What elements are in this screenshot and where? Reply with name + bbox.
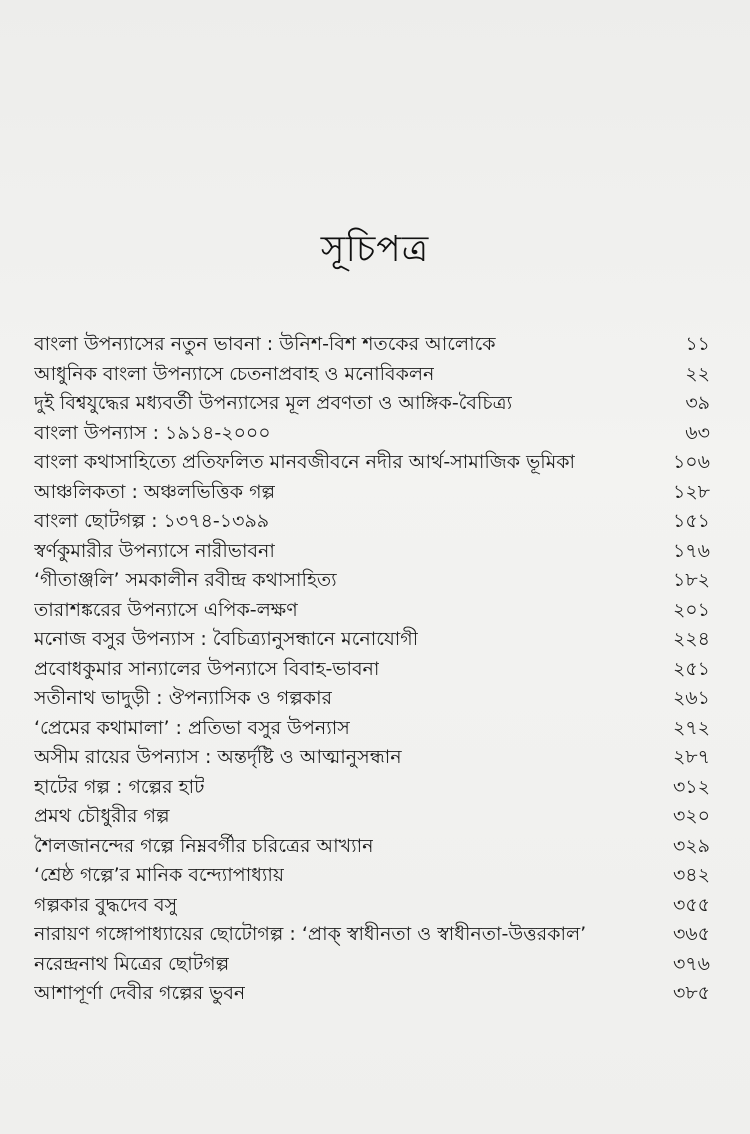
toc-entry-title: শৈলজানন্দের গল্পে নিম্নবর্গীর চরিত্রের আখ্যান [34,834,374,857]
toc-entry-title: ‘গীতাঞ্জলি’ সমকালীন রবীন্দ্র কথাসাহিত্য [34,569,337,591]
toc-entry-title: বাংলা কথাসাহিত্যে প্রতিফলিত মানবজীবনে নদীর আর্থ-সামাজিক ভূমিকা [34,451,576,473]
toc-entry-page: ১১ [685,333,710,355]
toc-entry [34,389,710,419]
toc-entry [34,507,710,537]
toc-entry-title: ‘শ্রেষ্ঠ গল্পে’র মানিক বন্দ্যোপাধ্যায় [34,864,285,886]
toc-entry-page: ১৫১ [673,510,710,532]
toc-entry [34,920,710,950]
toc-entry-page: ৩৬৫ [672,923,710,945]
toc-entry [34,655,710,685]
toc-entry-title: দুই বিশ্বযুদ্ধের মধ্যবর্তী উপন্যাসের মূল প্রবণতা ও আঙ্গিক-বৈচিত্র্য [34,392,513,414]
toc-entry [34,861,710,891]
toc-entry-page: ২২ [685,362,710,385]
toc-entry-page: ৩২৯ [672,834,710,857]
toc-entry-title: অসীম রায়ের উপন্যাস : অন্তর্দৃষ্টি ও আত্মানুসন্ধান [34,746,402,768]
toc-entry [34,714,710,744]
toc-entry [34,330,710,360]
toc-entry-page: ৩২০ [672,805,710,827]
toc-entry-page: ২৮৭ [672,746,710,768]
toc-entry [34,537,710,567]
toc-entry-title: আধুনিক বাংলা উপন্যাসে চেতনাপ্রবাহ ও মনোবিকলন [34,362,435,385]
toc-entry [34,419,710,449]
toc-entry [34,478,710,508]
toc-entry [34,743,710,773]
toc-entry-title: নারায়ণ গঙ্গোপাধ্যায়ের ছোটোগল্প : ‘প্রাক্ স্বাধীনতা ও স্বাধীনতা-উত্তরকাল’ [34,923,587,945]
toc-entry-title: সতীনাথ ভাদুড়ী : ঔপন্যাসিক ও গল্পকার [34,687,333,709]
toc-entry [34,832,710,862]
toc-entry-title: নরেন্দ্রনাথ মিত্রের ছোটগল্প [34,952,230,975]
toc-entry-page: ২৬১ [672,687,710,709]
toc-entry-title: আশাপূর্ণা দেবীর গল্পের ভুবন [34,982,246,1004]
table-of-contents [34,330,710,1009]
toc-entry [34,566,710,596]
toc-entry [34,979,710,1009]
toc-entry-title: হাটের গল্প : গল্পের হাট [34,775,205,798]
toc-entry-title: গল্পকার বুদ্ধদেব বসু [34,893,178,916]
toc-entry [34,596,710,626]
toc-entry [34,448,710,478]
toc-entry-page: ২৫১ [672,657,710,680]
toc-entry-page: ২০১ [672,598,710,621]
toc-entry [34,950,710,980]
toc-entry-page: ৩৮৫ [672,982,710,1004]
toc-entry-page: ১২৮ [672,480,710,503]
toc-entry [34,684,710,714]
toc-entry-page: ১৮২ [672,569,710,591]
toc-entry [34,773,710,803]
toc-entry [34,360,710,390]
toc-entry-title: বাংলা উপন্যাস : ১৯১৪-২০০০ [34,421,271,444]
toc-entry-title: বাংলা উপন্যাসের নতুন ভাবনা : উনিশ-বিশ শতকের আলোকে [34,333,496,355]
toc-entry-page: ৩৪২ [672,864,710,886]
toc-entry-page: ৩৫৫ [672,893,710,916]
toc-entry-page: ৬৩ [685,421,710,444]
toc-entry-page: ৩৭৬ [672,952,710,975]
toc-entry-page: ১০৬ [672,451,710,473]
toc-entry [34,891,710,921]
toc-entry-page: ৩১২ [672,775,710,798]
toc-entry-title: স্বর্ণকুমারীর উপন্যাসে নারীভাবনা [34,539,275,562]
toc-entry-page: ৩৯ [685,392,710,414]
toc-entry-title: বাংলা ছোটগল্প : ১৩৭৪-১৩৯৯ [34,510,270,532]
toc-entry-title: প্রবোধকুমার সান্যালের উপন্যাসে বিবাহ-ভাবনা [34,657,380,680]
page-title: সূচিপত্র [320,229,430,270]
toc-entry-title: তারাশঙ্করের উপন্যাসে এপিক-লক্ষণ [34,598,298,621]
toc-entry [34,802,710,832]
toc-entry-title: প্রমথ চৌধুরীর গল্প [34,805,170,827]
toc-entry-title: মনোজ বসুর উপন্যাস : বৈচিত্র্যানুসন্ধানে মনোযোগী [34,628,419,650]
toc-entry [34,625,710,655]
toc-entry-page: ২২৪ [672,628,710,650]
toc-entry-title: ‘প্রেমের কথামালা’ : প্রতিভা বসুর উপন্যাস [34,716,350,739]
toc-entry-title: আঞ্চলিকতা : অঞ্চলভিত্তিক গল্প [34,480,276,503]
toc-entry-page: ১৭৬ [672,539,710,562]
toc-entry-page: ২৭২ [672,716,710,739]
